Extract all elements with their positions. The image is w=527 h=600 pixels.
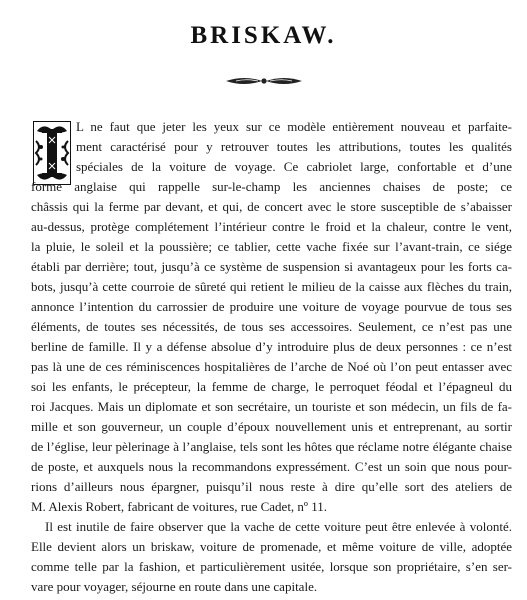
text-line: ment caractérisé pour y retrouver toutes les attributions, toutes les qualités (76, 139, 512, 154)
text-line: roi Jacques. Mais un diplomate et son secrétaire, un touriste et son médecin, un fils de fa- (31, 399, 512, 414)
text-line: établi par derrière; tout, jusqu’à ce système de suspension si avantageux pour les forts ca- (31, 259, 512, 274)
text-line: L ne faut que jeter les yeux sur ce modèle entièrement nouveau et parfaite- (76, 119, 512, 134)
text-line: mille et son gouverneur, un couple d’époux nouvellement unis et entreprenant, au sortir (31, 419, 512, 434)
text-line: M. Alexis Robert, fabricant de voitures, rue Cadet, nº 11. (31, 499, 327, 514)
text-line: Il est inutile de faire observer que la vache de cette voiture peut être enlevée à volonté. (45, 519, 512, 534)
text-line: spéciales de la voiture de voyage. Ce cabriolet large, confortable et d’une (76, 159, 512, 174)
text-line: rions d’ailleurs nous épargner, puisqu’il nous reste à dire qu’elle sort des ateliers de (31, 479, 512, 494)
text-line: au-dessus, protège complétement l’intérieur contre le froid et la chaleur, contre le vent, (31, 219, 512, 234)
text-line: châssis qui la ferme par devant, et qui, de concert avec le store susceptible de s’abaisser (31, 199, 512, 214)
text-line: la pluie, le soleil et la poussière; ce tablier, cette vache fixée sur l’avant-train, ce siége (31, 239, 512, 254)
text-line: forme anglaise qui rappelle sur-le-champ les anciennes chaises de poste; ce (31, 179, 512, 194)
ornate-initial-i-icon (33, 121, 71, 185)
ornament-divider-icon (224, 74, 304, 88)
text-line: soi les enfants, le précepteur, la femme de charge, le perroquet féodal et l’épagneul du (31, 379, 512, 394)
text-line: éléments, de toutes ses nécessités, de tous ses accessoires. Seulement, ce n’est pas une (31, 319, 512, 334)
text-line: bots, jusqu’à cette courroie de sûreté qui retient le milieu de la caisse aux flèches du train, (31, 279, 512, 294)
text-line: pas là une de ces réminiscences hospitalières de l’arche de Noé où l’on peut entasser avec (31, 359, 512, 374)
text-line: annonce l’intention du carrossier de produire une voiture de voyage pourvue de tous ses (31, 299, 512, 314)
text-line: Elle devient alors un briskaw, voiture de promenade, et même voiture de ville, adoptée (31, 539, 512, 554)
page-title: BRISKAW. (190, 22, 337, 49)
text-line: comme telle par la fashion, et particulièrement usitée, lorsque son propriétaire, s’en ser- (31, 559, 512, 574)
text-line: de l’église, leur pèlerinage à l’anglaise, tels sont les hôtes que réclame notre élégante chaise (31, 439, 512, 454)
text-line: berline de famille. Il y a défense absolue d’y introduire plus de deux personnes : ce n’est (31, 339, 512, 354)
text-line: vare pour voyager, séjourne en route dans une capitale. (31, 579, 318, 594)
text-line: de poste, et auxquels nous la recommandons expressément. C’est un soin que nous pour- (31, 459, 512, 474)
